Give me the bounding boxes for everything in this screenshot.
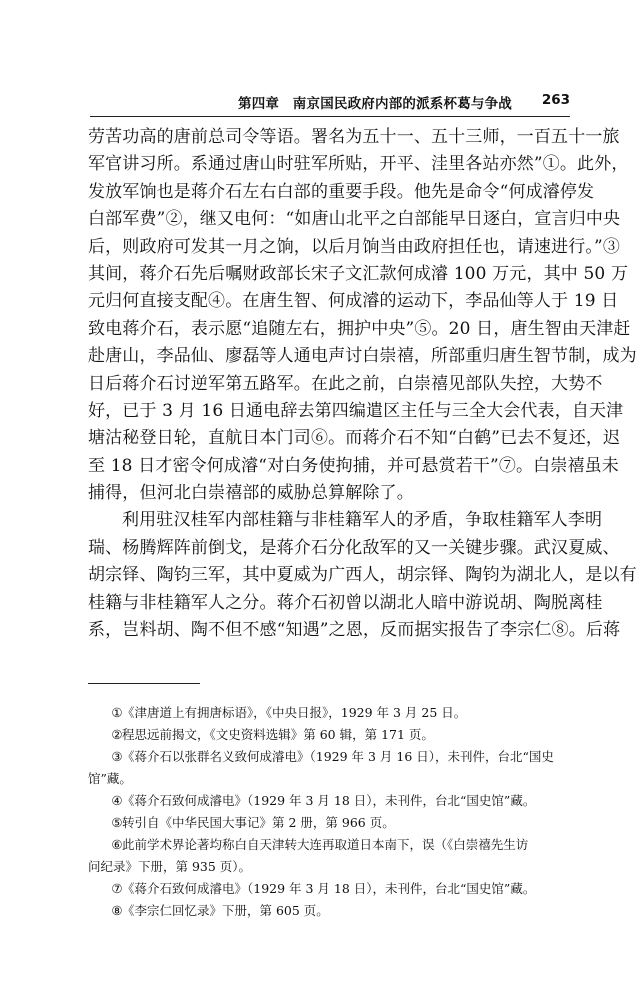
footnote [88,834,572,856]
footnote-mark: ⑥ [111,837,123,852]
text-line: 系，岂料胡、陶不但不感“知遇”之恩，反而据实报告了李宗仁⑧。后蒋 [88,620,621,641]
footnote-mark: ② [111,727,123,742]
text-line: 好，已于 3 月 16 日通电辞去第四编遣区主任与三全大会代表，自天津 [88,400,624,421]
text-line: 胡宗铎、陶钧三军，其中夏威为广西人，胡宗铎、陶钧为湖北人，是以有 [88,565,637,586]
footnote-mark: ⑤ [111,815,123,830]
footnote-text: 《蒋介石致何成濬电》（1929 年 3 月 18 日），未刊件，台北“国史馆”藏。 [122,793,536,808]
footnote-text: 《李宗仁回忆录》下册，第 605 页。 [122,903,329,918]
footnote-mark: ④ [111,793,123,808]
footnote-mark: ① [111,705,123,720]
footnote [88,812,572,834]
text-line: 后，则政府可发其一月之饷，以后月饷当由政府担任也，请速进行。”③ [88,236,620,257]
text-line: 元归何直接支配④。在唐生智、何成濬的运动下，李品仙等人于 19 日 [88,291,619,312]
footnotes [88,702,572,922]
footnote [88,702,572,724]
footnote [88,724,572,746]
footnote-text: 《蒋介石以张群名义致何成濬电》（1929 年 3 月 16 日），未刊件，台北“国史 [122,749,554,764]
footnote-separator [88,683,200,684]
footnote-text: 《津唐道上有拥唐标语》，《中央日报》，1929 年 3 月 25 日。 [122,705,467,720]
text-line: 桂籍与非桂籍军人之分。蒋介石初曾以湖北人暗中游说胡、陶脱离桂 [88,592,603,613]
text-line: 瑞、杨腾辉阵前倒戈，是蒋介石分化敌军的又一关键步骤。武汉夏威、 [88,537,620,558]
footnote-mark: ③ [111,749,123,764]
chapter-title: 第四章 南京国民政府内部的派系杯葛与争战 [238,96,512,112]
text-line: 赴唐山，李品仙、廖磊等人通电声讨白崇禧，所部重归唐生智节制，成为 [88,346,637,367]
text-line: 塘沽秘登日轮，直航日本门司⑥。而蒋介石不知“白鹤”已去不复还，迟 [88,428,621,449]
footnote [88,900,572,922]
footnote [88,746,572,768]
text-line: 捕得，但河北白崇禧部的威胁总算解除了。 [88,483,414,504]
text-line: 劳苦功高的唐前总司令等语。署名为五十一、五十三师，一百五十一旅 [88,127,620,147]
footnote-text: 《蒋介石致何成濬电》（1929 年 3 月 18 日），未刊件，台北“国史馆”藏。 [122,881,536,896]
page-number: 263 [541,92,570,108]
text-line: 白部军费”②，继又电何：“如唐山北平之白部能早日逐白，宣言归中央 [88,209,621,230]
text-line: 至 18 日才密令何成濬“对白务使拘捕，并可悬赏若干”⑦。白崇禧虽未 [88,455,619,476]
footnote-mark: ⑦ [111,881,123,896]
running-header [90,92,570,114]
text-line: 日后蒋介石讨逆军第五路军。在此之前，白崇禧见部队失控，大势不 [88,373,603,394]
body-text [88,124,637,644]
footnote [88,790,572,812]
text-line: 致电蒋介石，表示愿“追随左右，拥护中央”⑤。20 日，唐生智由天津赶 [88,318,631,339]
footnote-text: 转引自《中华民国大事记》第 2 册，第 966 页。 [122,815,395,830]
footnote-text: 此前学术界论著均称白自天津转大连再取道日本南下，误（《白崇禧先生访 [122,837,529,852]
header-rule [90,116,570,117]
footnote-text: 程思远前揭文，《文史资料选辑》第 60 辑，第 171 页。 [122,727,434,742]
footnote-mark: ⑧ [111,903,123,918]
footnote [88,878,572,900]
text-line: 其间，蒋介石先后嘱财政部长宋子文汇款何成濬 100 万元，其中 50 万 [88,263,629,284]
footnote-continuation: 问纪录》下册，第 935 页）。 [88,859,252,874]
text-line: 发放军饷也是蒋介石左右白部的重要手段。他先是命令“何成濬停发 [88,181,595,202]
paragraph-start-line: 利用驻汉桂军内部桂籍与非桂籍军人的矛盾，争取桂籍军人李明 [122,510,603,531]
footnote-continuation: 馆”藏。 [88,771,132,786]
text-line: 军官讲习所。系通过唐山时驻军所贴，开平、洼里各站亦然”①。此外， [88,154,629,175]
